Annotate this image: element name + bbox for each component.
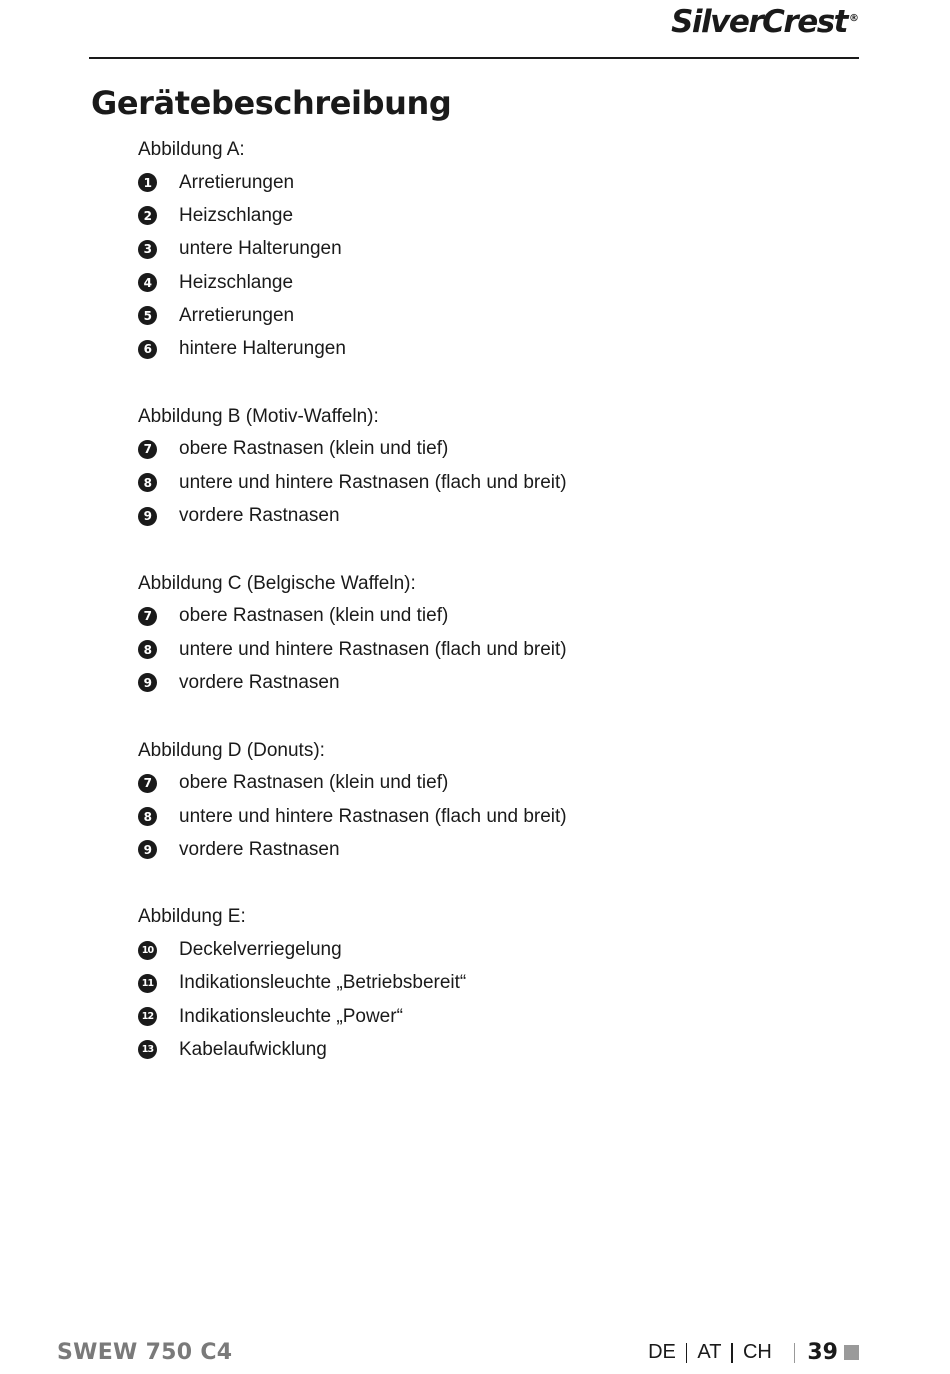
list-item — [138, 199, 838, 232]
item-label: untere und hintere Rastnasen (flach und breit) — [179, 805, 567, 827]
list-item — [138, 166, 838, 199]
section-heading: Abbildung D (Donuts): — [138, 739, 325, 761]
section — [138, 904, 838, 1066]
country-de: DE — [648, 1341, 676, 1363]
list-item — [138, 800, 838, 833]
section — [138, 137, 838, 366]
item-number-badge: 13 — [138, 1040, 157, 1059]
item-number-badge: 9 — [138, 507, 157, 526]
separator — [794, 1343, 796, 1363]
item-label: obere Rastnasen (klein und tief) — [179, 438, 449, 460]
item-number-badge: 8 — [138, 807, 157, 826]
list-item — [138, 933, 838, 966]
item-number-badge: 11 — [138, 974, 157, 993]
item-label: obere Rastnasen (klein und tief) — [179, 772, 449, 794]
list-item — [138, 967, 838, 1000]
item-label: obere Rastnasen (klein und tief) — [179, 605, 449, 627]
item-label: untere und hintere Rastnasen (flach und breit) — [179, 638, 567, 660]
item-number-badge: 8 — [138, 473, 157, 492]
page-square-icon — [844, 1345, 859, 1360]
list-item — [138, 332, 838, 365]
item-label: Indikationsleuchte „Betriebsbereit“ — [179, 972, 467, 994]
item-label: Arretierungen — [179, 304, 295, 326]
item-number-badge: 7 — [138, 440, 157, 459]
item-label: untere Halterungen — [179, 238, 342, 260]
item-label: vordere Rastnasen — [179, 671, 340, 693]
item-number-badge: 12 — [138, 1007, 157, 1026]
list-item — [138, 666, 838, 699]
item-label: vordere Rastnasen — [179, 838, 340, 860]
item-label: Deckelverriegelung — [179, 939, 342, 961]
item-number-badge: 10 — [138, 941, 157, 960]
list-item — [138, 1033, 838, 1066]
separator — [731, 1343, 733, 1363]
item-number-badge: 5 — [138, 306, 157, 325]
list-item — [138, 833, 838, 866]
item-label: Arretierungen — [179, 171, 295, 193]
list-item — [138, 1000, 838, 1033]
section-heading: Abbildung B (Motiv-Waffeln): — [138, 405, 379, 427]
registered-mark: ® — [849, 12, 859, 24]
item-number-badge: 8 — [138, 640, 157, 659]
item-number-badge: 1 — [138, 173, 157, 192]
country-at: AT — [697, 1341, 722, 1363]
separator — [686, 1343, 688, 1363]
list-item — [138, 233, 838, 266]
section — [138, 404, 838, 533]
item-label: untere und hintere Rastnasen (flach und breit) — [179, 471, 567, 493]
item-label: Indikationsleuchte „Power“ — [179, 1005, 403, 1027]
list-item — [138, 466, 838, 499]
section — [138, 738, 838, 867]
section-heading: Abbildung C (Belgische Waffeln): — [138, 572, 416, 594]
item-number-badge: 6 — [138, 340, 157, 359]
list-item — [138, 499, 838, 532]
brand-logo — [671, 4, 859, 40]
footer-nav — [648, 1340, 859, 1365]
list-item — [138, 433, 838, 466]
item-number-badge: 2 — [138, 206, 157, 225]
item-label: Heizschlange — [179, 204, 294, 226]
list-item — [138, 633, 838, 666]
section-heading: Abbildung A: — [138, 139, 245, 160]
item-number-badge: 9 — [138, 673, 157, 692]
list-item — [138, 767, 838, 800]
item-label: hintere Halterungen — [179, 338, 346, 360]
country-ch: CH — [742, 1341, 772, 1363]
item-number-badge: 3 — [138, 240, 157, 259]
section-heading: Abbildung E: — [138, 906, 246, 928]
header-rule — [89, 57, 859, 59]
item-label: Kabelaufwicklung — [179, 1038, 327, 1060]
item-number-badge: 7 — [138, 607, 157, 626]
list-item — [138, 600, 838, 633]
list-item — [138, 299, 838, 332]
item-label: vordere Rastnasen — [179, 505, 340, 527]
brand-name: SilverCrest — [671, 4, 847, 40]
footer-model: SWEW 750 C4 — [57, 1340, 233, 1365]
item-label: Heizschlange — [179, 271, 294, 293]
item-number-badge: 9 — [138, 840, 157, 859]
list-item — [138, 266, 838, 299]
page-number: 39 — [807, 1340, 838, 1365]
description-list — [138, 137, 838, 1105]
item-number-badge: 7 — [138, 774, 157, 793]
item-number-badge: 4 — [138, 273, 157, 292]
page-title: Gerätebeschreibung — [91, 84, 452, 122]
section — [138, 571, 838, 700]
